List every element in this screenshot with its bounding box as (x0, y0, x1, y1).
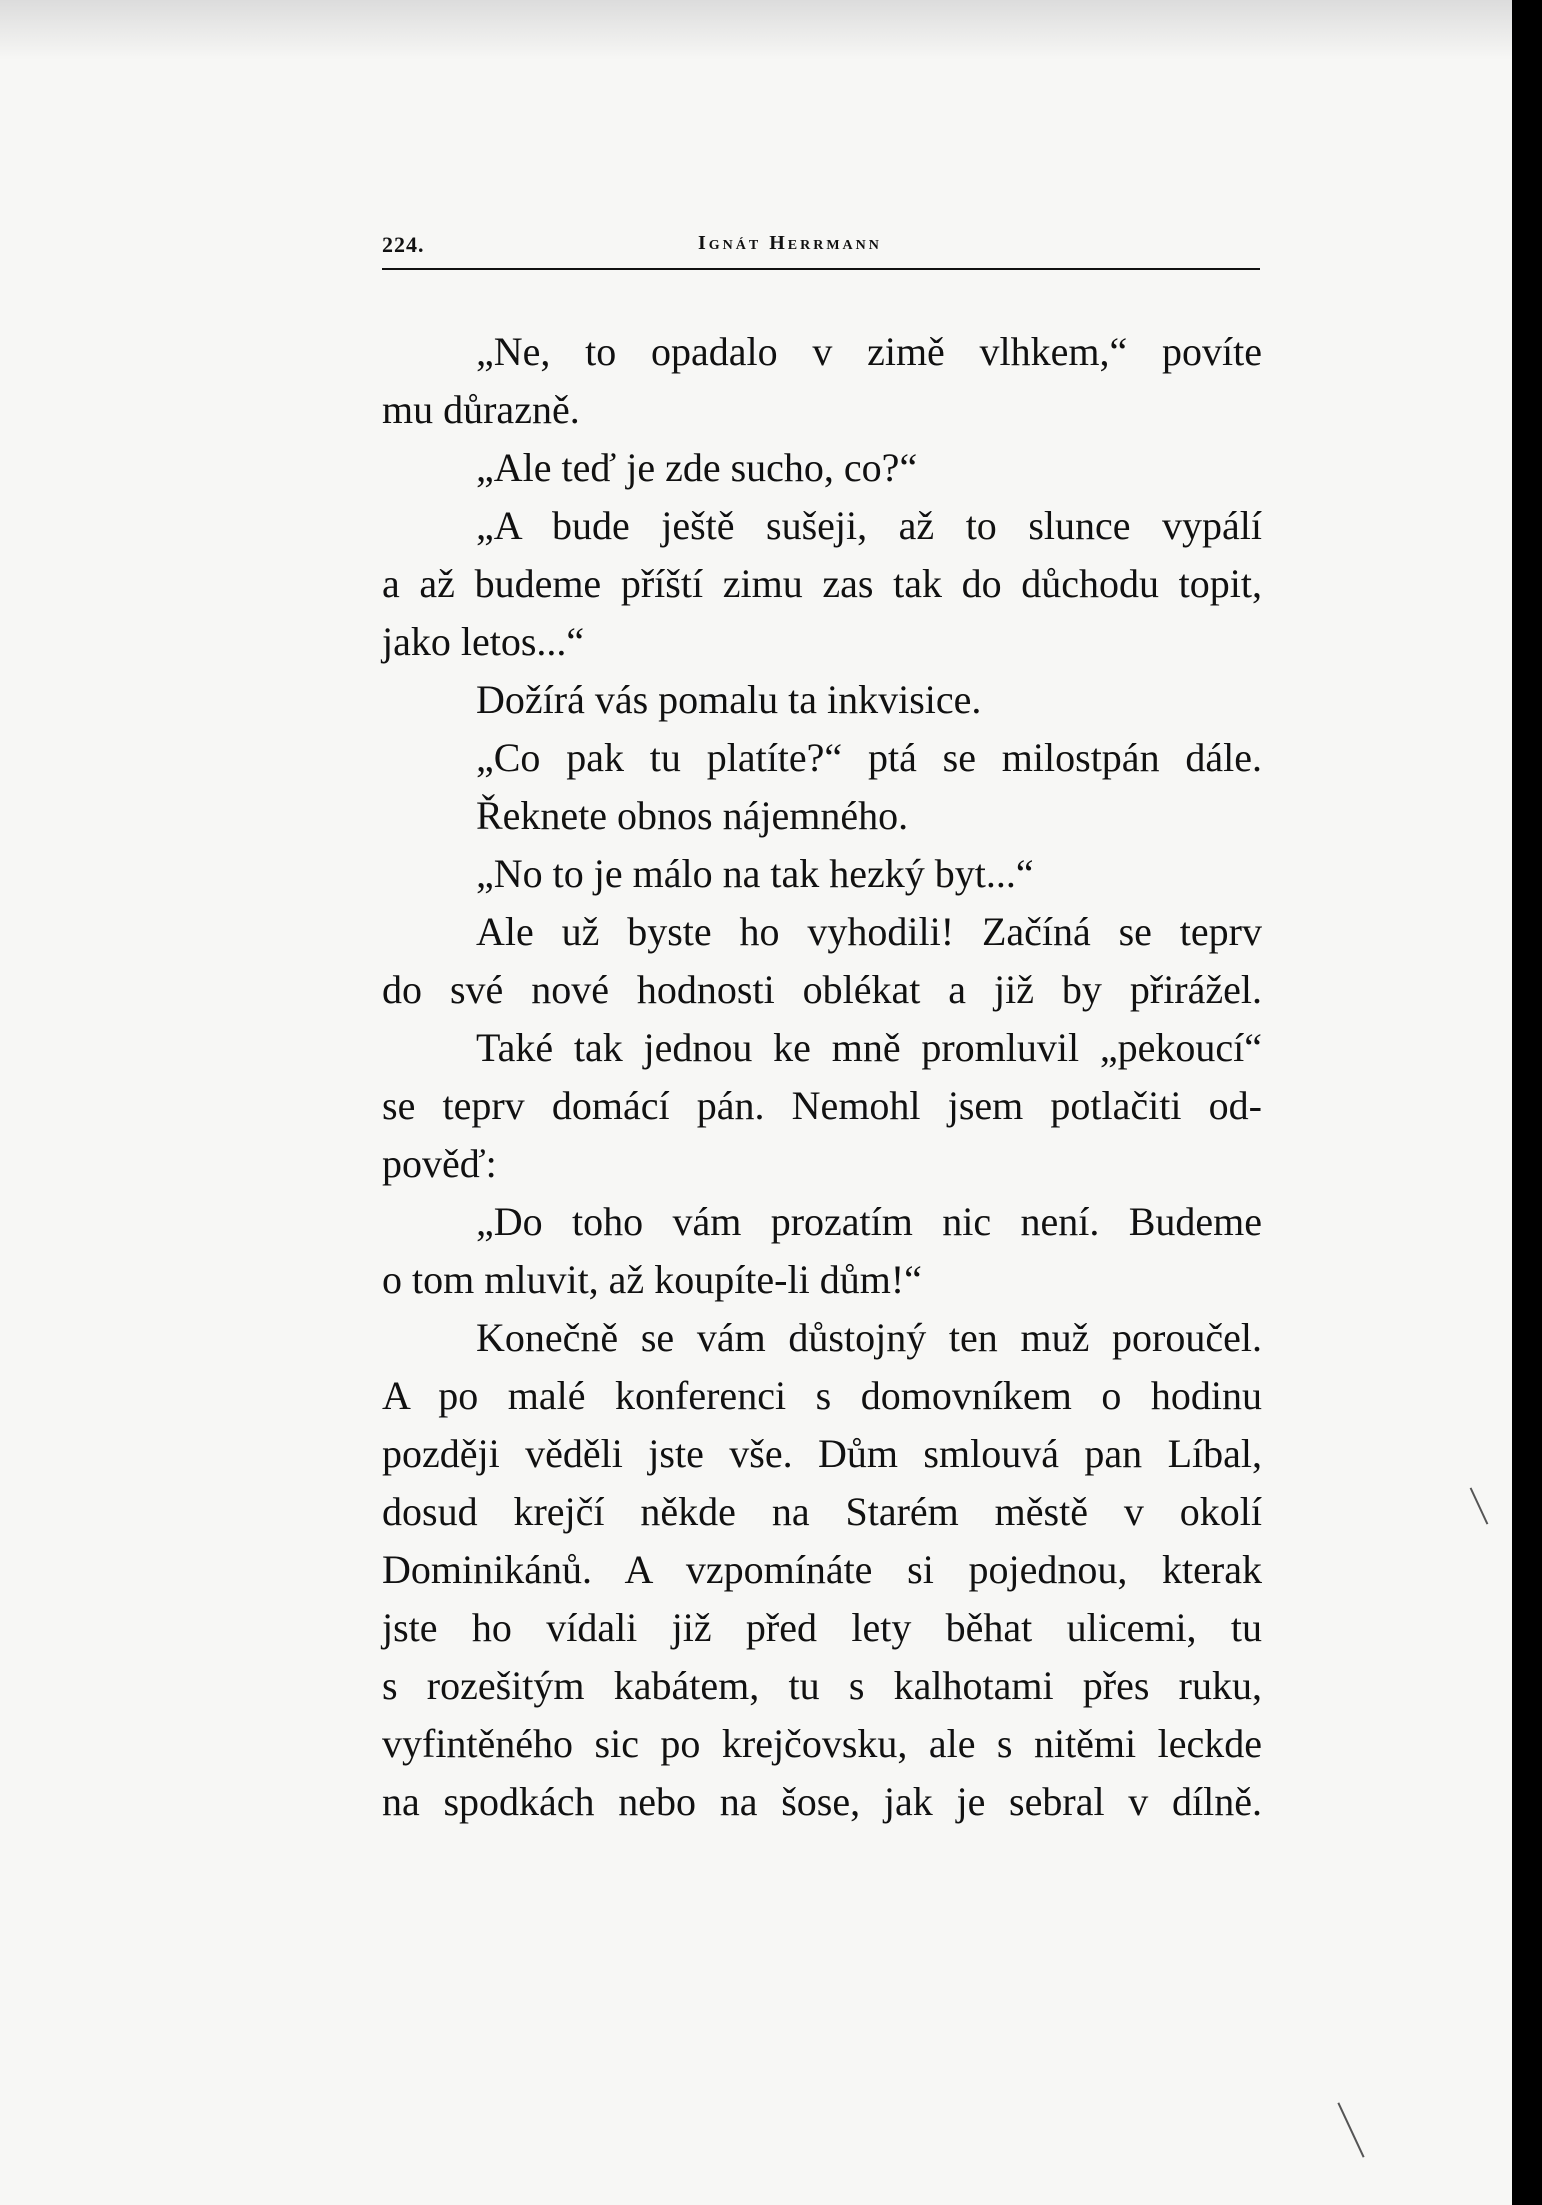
page-number: 224. (382, 232, 425, 257)
text-line: Také tak jednou ke mně promluvil „pekoucí“ (476, 1025, 1262, 1070)
text-line: do své nové hodnosti oblékat a již by přirážel. (382, 967, 1262, 1012)
text-line: jako letos...“ (382, 619, 585, 664)
text-line: o tom mluvit, až koupíte-li dům!“ (382, 1257, 922, 1302)
scan-mark (1337, 2102, 1364, 2157)
text-line: na spodkách nebo na šose, jak je sebral v dílně. (382, 1779, 1262, 1824)
text-line: dosud krejčí někde na Starém městě v okolí (382, 1489, 1262, 1534)
text-line: později věděli jste vše. Dům smlouvá pan Líbal, (382, 1431, 1262, 1476)
text-line: „A bude ještě sušeji, až to slunce vypálí (476, 503, 1262, 548)
text-line: pověď: (382, 1141, 497, 1186)
scan-shadow (0, 0, 1512, 60)
text-line: Konečně se vám důstojný ten muž poroučel. (476, 1315, 1262, 1360)
scan-mark (1470, 1487, 1489, 1524)
text-line: Dožírá vás pomalu ta inkvisice. (476, 677, 982, 722)
text-line: A po malé konferenci s domovníkem o hodinu (382, 1373, 1262, 1418)
text-line: „Ne, to opadalo v zimě vlhkem,“ povíte (476, 329, 1262, 374)
text-line: Řeknete obnos nájemného. (476, 793, 909, 838)
text-line: jste ho vídali již před lety běhat ulicemi, tu (382, 1605, 1262, 1650)
text-line: „Co pak tu platíte?“ ptá se milostpán dále. (476, 735, 1262, 780)
text-line: se teprv domácí pán. Nemohl jsem potlačiti od- (382, 1083, 1262, 1128)
text-line: Ale už byste ho vyhodili! Začíná se teprv (476, 909, 1262, 954)
scan-border (1512, 0, 1542, 2205)
running-head: Ignát Herrmann (698, 232, 882, 254)
text-line: a až budeme příští zimu zas tak do důchodu topit, (382, 561, 1262, 606)
text-line: vyfintěného sic po krejčovsku, ale s nitěmi leckde (382, 1721, 1262, 1766)
text-line: Dominikánů. A vzpomínáte si pojednou, kterak (382, 1547, 1262, 1592)
text-line: s rozešitým kabátem, tu s kalhotami přes ruku, (382, 1663, 1262, 1708)
text-line: „Do toho vám prozatím nic není. Budeme (476, 1199, 1262, 1244)
text-line: mu důrazně. (382, 387, 580, 432)
text-line: „Ale teď je zde sucho, co?“ (476, 445, 918, 490)
body-text (382, 323, 1262, 1831)
page-header (382, 228, 1260, 270)
text-line: „No to je málo na tak hezký byt...“ (476, 851, 1034, 896)
